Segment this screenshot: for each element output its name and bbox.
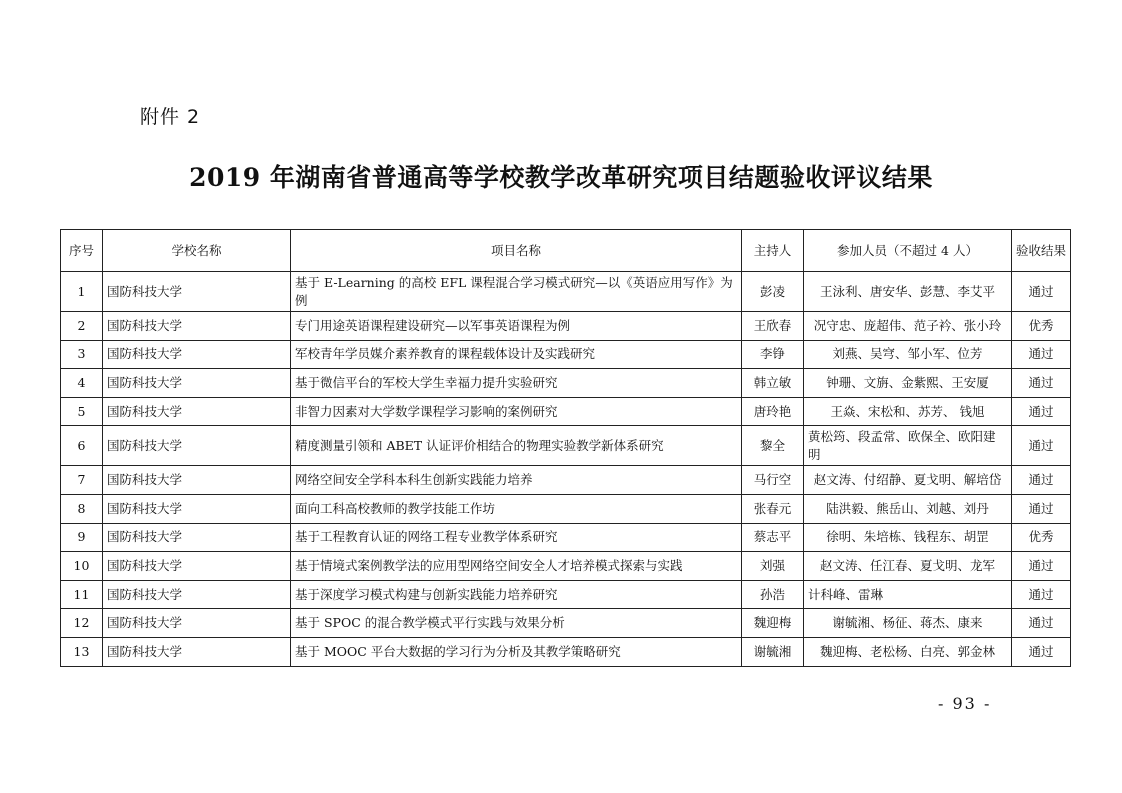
cell-no: 13 bbox=[61, 637, 103, 666]
table-row bbox=[61, 397, 1071, 426]
cell-school: 国防科技大学 bbox=[103, 523, 291, 552]
results-table bbox=[60, 229, 1071, 667]
cell-members: 计科峰、雷琳 bbox=[804, 580, 1012, 609]
cell-project: 基于工程教育认证的网络工程专业教学体系研究 bbox=[291, 523, 742, 552]
cell-project: 基于 SPOC 的混合教学模式平行实践与效果分析 bbox=[291, 609, 742, 638]
table-row bbox=[61, 609, 1071, 638]
cell-school: 国防科技大学 bbox=[103, 466, 291, 495]
table-row bbox=[61, 466, 1071, 495]
cell-no: 3 bbox=[61, 340, 103, 369]
cell-result: 通过 bbox=[1012, 580, 1071, 609]
cell-host: 孙浩 bbox=[742, 580, 804, 609]
cell-project: 基于微信平台的军校大学生幸福力提升实验研究 bbox=[291, 369, 742, 398]
table-header-row bbox=[61, 230, 1071, 272]
cell-members: 徐明、朱培栋、钱程东、胡罡 bbox=[804, 523, 1012, 552]
cell-members: 况守忠、庞超伟、范子衿、张小玲 bbox=[804, 312, 1012, 341]
cell-no: 6 bbox=[61, 426, 103, 466]
cell-members: 魏迎梅、老松杨、白亮、郭金林 bbox=[804, 637, 1012, 666]
cell-school: 国防科技大学 bbox=[103, 369, 291, 398]
cell-project: 基于 E-Learning 的高校 EFL 课程混合学习模式研究—以《英语应用写作》为例 bbox=[291, 272, 742, 312]
cell-host: 黎全 bbox=[742, 426, 804, 466]
cell-project: 专门用途英语课程建设研究—以军事英语课程为例 bbox=[291, 312, 742, 341]
cell-members: 黄松筠、段孟常、欧保全、欧阳建明 bbox=[804, 426, 1012, 466]
cell-host: 刘强 bbox=[742, 552, 804, 581]
cell-result: 通过 bbox=[1012, 494, 1071, 523]
header-project: 项目名称 bbox=[291, 230, 742, 272]
cell-school: 国防科技大学 bbox=[103, 312, 291, 341]
header-school: 学校名称 bbox=[103, 230, 291, 272]
cell-project: 基于 MOOC 平台大数据的学习行为分析及其教学策略研究 bbox=[291, 637, 742, 666]
cell-members: 王焱、宋松和、苏芳、 钱旭 bbox=[804, 397, 1012, 426]
cell-result: 通过 bbox=[1012, 466, 1071, 495]
cell-host: 魏迎梅 bbox=[742, 609, 804, 638]
table-row bbox=[61, 426, 1071, 466]
table-row bbox=[61, 552, 1071, 581]
cell-no: 9 bbox=[61, 523, 103, 552]
document-title: 2019 年湖南省普通高等学校教学改革研究项目结题验收评议结果 bbox=[189, 163, 933, 192]
cell-project: 网络空间安全学科本科生创新实践能力培养 bbox=[291, 466, 742, 495]
cell-host: 蔡志平 bbox=[742, 523, 804, 552]
table-row bbox=[61, 637, 1071, 666]
cell-result: 优秀 bbox=[1012, 523, 1071, 552]
cell-no: 12 bbox=[61, 609, 103, 638]
cell-school: 国防科技大学 bbox=[103, 580, 291, 609]
cell-result: 通过 bbox=[1012, 426, 1071, 466]
cell-members: 谢毓湘、杨征、蒋杰、康来 bbox=[804, 609, 1012, 638]
cell-project: 面向工科高校教师的教学技能工作坊 bbox=[291, 494, 742, 523]
header-no: 序号 bbox=[61, 230, 103, 272]
cell-project: 精度测量引领和 ABET 认证评价相结合的物理实验教学新体系研究 bbox=[291, 426, 742, 466]
cell-project: 基于深度学习模式构建与创新实践能力培养研究 bbox=[291, 580, 742, 609]
cell-no: 11 bbox=[61, 580, 103, 609]
cell-project: 基于情境式案例教学法的应用型网络空间安全人才培养模式探索与实践 bbox=[291, 552, 742, 581]
cell-members: 钟珊、文旃、金紫熙、王安厦 bbox=[804, 369, 1012, 398]
cell-members: 赵文涛、任江春、夏戈明、龙军 bbox=[804, 552, 1012, 581]
cell-no: 8 bbox=[61, 494, 103, 523]
header-members: 参加人员（不超过 4 人） bbox=[804, 230, 1012, 272]
cell-no: 1 bbox=[61, 272, 103, 312]
cell-result: 通过 bbox=[1012, 369, 1071, 398]
cell-result: 通过 bbox=[1012, 397, 1071, 426]
cell-host: 马行空 bbox=[742, 466, 804, 495]
table-row bbox=[61, 580, 1071, 609]
cell-members: 陆洪毅、熊岳山、刘越、刘丹 bbox=[804, 494, 1012, 523]
cell-members: 刘燕、吴穹、邹小军、位芳 bbox=[804, 340, 1012, 369]
cell-members: 赵文涛、付绍静、夏戈明、解培岱 bbox=[804, 466, 1012, 495]
cell-project: 非智力因素对大学数学课程学习影响的案例研究 bbox=[291, 397, 742, 426]
table-row bbox=[61, 494, 1071, 523]
attachment-label: 附件 2 bbox=[140, 106, 201, 128]
cell-result: 优秀 bbox=[1012, 312, 1071, 341]
cell-no: 5 bbox=[61, 397, 103, 426]
cell-school: 国防科技大学 bbox=[103, 637, 291, 666]
cell-school: 国防科技大学 bbox=[103, 552, 291, 581]
header-host: 主持人 bbox=[742, 230, 804, 272]
cell-result: 通过 bbox=[1012, 637, 1071, 666]
cell-host: 李铮 bbox=[742, 340, 804, 369]
cell-host: 谢毓湘 bbox=[742, 637, 804, 666]
page-number: - 93 - bbox=[938, 694, 992, 713]
cell-school: 国防科技大学 bbox=[103, 494, 291, 523]
cell-host: 张春元 bbox=[742, 494, 804, 523]
cell-host: 彭凌 bbox=[742, 272, 804, 312]
cell-project: 军校青年学员媒介素养教育的课程载体设计及实践研究 bbox=[291, 340, 742, 369]
cell-host: 韩立敏 bbox=[742, 369, 804, 398]
cell-school: 国防科技大学 bbox=[103, 609, 291, 638]
cell-no: 7 bbox=[61, 466, 103, 495]
cell-result: 通过 bbox=[1012, 272, 1071, 312]
cell-no: 4 bbox=[61, 369, 103, 398]
cell-host: 唐玲艳 bbox=[742, 397, 804, 426]
cell-school: 国防科技大学 bbox=[103, 426, 291, 466]
cell-members: 王泳利、唐安华、彭慧、李艾平 bbox=[804, 272, 1012, 312]
table-row bbox=[61, 272, 1071, 312]
table-row bbox=[61, 340, 1071, 369]
cell-result: 通过 bbox=[1012, 552, 1071, 581]
cell-school: 国防科技大学 bbox=[103, 272, 291, 312]
cell-no: 2 bbox=[61, 312, 103, 341]
table-row bbox=[61, 523, 1071, 552]
cell-school: 国防科技大学 bbox=[103, 397, 291, 426]
cell-school: 国防科技大学 bbox=[103, 340, 291, 369]
cell-result: 通过 bbox=[1012, 609, 1071, 638]
cell-host: 王欣春 bbox=[742, 312, 804, 341]
table-row bbox=[61, 312, 1071, 341]
cell-result: 通过 bbox=[1012, 340, 1071, 369]
header-result: 验收结果 bbox=[1012, 230, 1071, 272]
table-row bbox=[61, 369, 1071, 398]
cell-no: 10 bbox=[61, 552, 103, 581]
